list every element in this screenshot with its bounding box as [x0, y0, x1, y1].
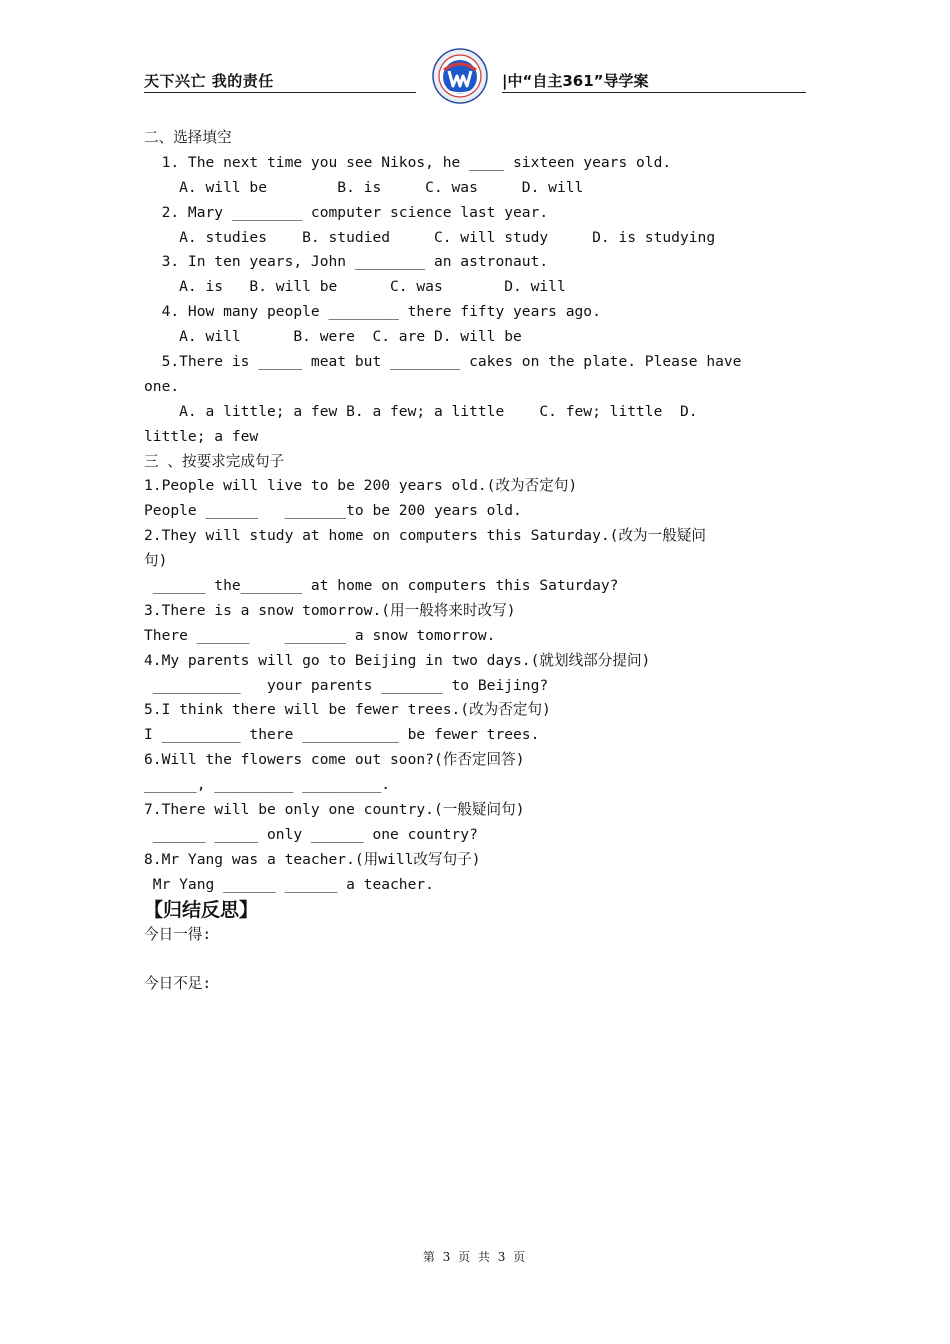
text-line: little; a few — [144, 427, 259, 445]
text-line: A. studies B. studied C. will study D. is studying — [144, 228, 716, 246]
text-line: 句) — [144, 552, 168, 570]
text-line: 1. The next time you see Nikos, he ____ sixteen years old. — [144, 153, 672, 171]
text-line: 三 、按要求完成句子 — [144, 452, 285, 470]
header-motto: 天下兴亡 我的责任 — [144, 70, 416, 93]
exercise-lines — [144, 126, 804, 898]
gain-label: 今日一得: — [144, 925, 212, 943]
text-line: There ______ _______ a snow tomorrow. — [144, 626, 496, 644]
text-line: 二、选择填空 — [144, 129, 232, 146]
text-line: 5.I think there will be fewer trees.(改为否定句) — [144, 701, 551, 719]
text-line: People ______ _______to be 200 years old. — [144, 502, 522, 520]
text-line: 2. Mary ________ computer science last year. — [144, 203, 549, 221]
text-line: ______ the_______ at home on computers this Saturday? — [144, 577, 619, 595]
text-line: 4. How many people ________ there fifty years ago. — [144, 303, 601, 321]
header-title: |中“自主361”导学案 — [502, 70, 806, 93]
text-line: A. a little; a few B. a few; a little C. few; little D. — [144, 402, 698, 420]
text-line: __________ your parents _______ to Beijing? — [144, 676, 549, 694]
reflection-heading: 【归结反思】 — [144, 898, 259, 921]
text-line: 8.Mr Yang was a teacher.(用will改写句子) — [144, 850, 481, 868]
school-logo-icon — [432, 48, 488, 104]
text-line: 7.There will be only one country.(一般疑问句) — [144, 801, 525, 819]
text-line: ______ _____ only ______ one country? — [144, 825, 478, 843]
text-line: 3.There is a snow tomorrow.(用一般将来时改写) — [144, 601, 516, 619]
lack-label: 今日不足: — [144, 975, 212, 993]
text-line: A. will be B. is C. was D. will — [144, 178, 584, 196]
text-line: one. — [144, 377, 180, 395]
text-line: I _________ there ___________ be fewer trees. — [144, 726, 540, 744]
text-line: ______, _________ _________. — [144, 776, 391, 794]
document-body — [144, 126, 804, 997]
text-line: A. is B. will be C. was D. will — [144, 278, 566, 296]
text-line: A. will B. were C. are D. will be — [144, 328, 522, 346]
page-footer: 第 3 页 共 3 页 — [422, 1250, 528, 1264]
text-line: 3. In ten years, John ________ an astronaut. — [144, 253, 549, 271]
spacer — [144, 948, 804, 973]
text-line: 4.My parents will go to Beijing in two days.(就划线部分提问) — [144, 651, 651, 669]
text-line: 6.Will the flowers come out soon?(作否定回答) — [144, 751, 525, 769]
text-line: 5.There is _____ meat but ________ cakes on the plate. Please have — [144, 353, 742, 371]
text-line: 2.They will study at home on computers this Saturday.(改为一般疑问 — [144, 527, 707, 545]
text-line: 1.People will live to be 200 years old.(改为否定句) — [144, 477, 578, 495]
text-line: Mr Yang ______ ______ a teacher. — [144, 875, 434, 893]
